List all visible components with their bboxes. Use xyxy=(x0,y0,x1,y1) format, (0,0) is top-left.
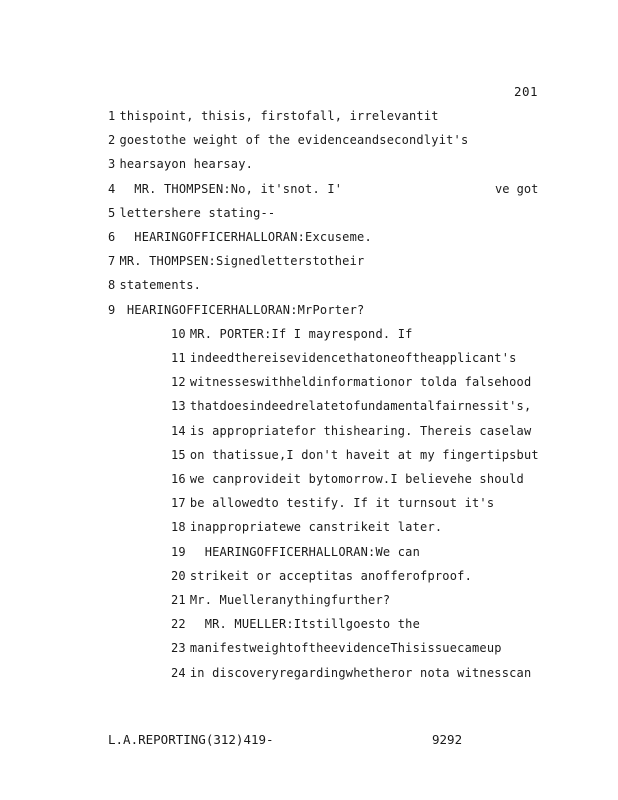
line-text: HEARINGOFFICERHALLORAN:MrPorter? xyxy=(119,302,365,317)
line-text: in discoveryregardingwhetheror nota witnesscan xyxy=(189,665,532,680)
transcript-line xyxy=(108,302,364,318)
line-number: 2 xyxy=(108,133,116,148)
line-text: MR. MUELLER:Itstillgoesto the xyxy=(189,617,421,632)
line-text: thispoint, thisis, firstofall, irrelevantit xyxy=(119,109,439,123)
line-text: HEARINGOFFICERHALLORAN:We can xyxy=(189,544,421,559)
line-text-tail: ve got xyxy=(495,181,539,196)
transcript-line xyxy=(171,568,472,584)
transcript-line xyxy=(171,665,531,681)
line-text: statements. xyxy=(119,278,202,293)
line-text: we canprovideit bytomorrow.I believehe should xyxy=(189,472,524,486)
line-number: 6 xyxy=(108,230,116,244)
line-number: 10 xyxy=(171,326,186,341)
line-number: 12 xyxy=(171,375,186,390)
line-text: is appropriatefor thishearing. Thereis caselaw xyxy=(189,423,532,438)
transcript-line xyxy=(108,108,439,124)
line-number: 19 xyxy=(171,544,186,559)
transcript-line xyxy=(171,471,524,487)
line-number: 21 xyxy=(171,593,186,607)
line-text: goestothe weight of the evidenceandsecondlyit's xyxy=(119,133,469,148)
transcript-line xyxy=(171,495,494,511)
line-text: witnesseswithheldinformationor tolda falsehood xyxy=(189,375,532,390)
transcript-line xyxy=(108,181,342,197)
line-number: 5 xyxy=(108,205,116,220)
line-number: 9 xyxy=(108,302,116,317)
transcript-line xyxy=(108,205,275,221)
transcript-line xyxy=(171,398,531,414)
transcript-line xyxy=(171,519,442,535)
line-text: strikeit or acceptitas anofferofproof. xyxy=(189,568,472,583)
line-text: inappropriatewe canstrikeit later. xyxy=(189,520,443,535)
transcript-line xyxy=(171,374,531,390)
transcript-line xyxy=(171,350,517,366)
transcript-line xyxy=(108,132,468,148)
line-number: 13 xyxy=(171,399,186,414)
transcript-line xyxy=(171,544,420,560)
line-text: MR. THOMPSEN:No, it'snot. I' xyxy=(119,181,343,196)
line-number: 1 xyxy=(108,109,116,123)
transcript-line xyxy=(171,423,531,439)
transcript-line xyxy=(108,253,364,269)
line-text: MR. PORTER:If I mayrespond. If xyxy=(189,326,413,341)
line-number: 24 xyxy=(171,665,186,680)
transcript-line xyxy=(171,447,539,463)
line-number: 8 xyxy=(108,278,116,293)
line-text: on thatissue,I don't haveit at my fingertipsbut xyxy=(189,447,539,462)
line-text: Mr. Muelleranythingfurther? xyxy=(189,593,391,607)
line-number: 22 xyxy=(171,617,186,632)
line-number: 11 xyxy=(171,351,186,365)
line-number: 20 xyxy=(171,568,186,583)
transcript-line xyxy=(108,277,201,293)
line-text: hearsayon hearsay. xyxy=(119,157,254,172)
line-text: thatdoesindeedrelatetofundamentalfairnessit's, xyxy=(189,399,532,414)
transcript-line xyxy=(171,592,390,608)
line-number: 3 xyxy=(108,157,116,172)
line-text: lettershere stating-- xyxy=(119,205,276,220)
footer-phone-suffix: 9292 xyxy=(432,732,463,747)
line-number: 17 xyxy=(171,496,186,511)
transcript-line xyxy=(171,616,420,632)
transcript-line xyxy=(108,156,253,172)
footer-reporter: L.A.REPORTING(312)419- xyxy=(108,732,274,747)
line-number: 14 xyxy=(171,423,186,438)
line-number: 23 xyxy=(171,641,186,656)
transcript-line xyxy=(171,326,413,342)
line-number: 7 xyxy=(108,254,116,269)
line-number: 16 xyxy=(171,472,186,486)
line-number: 4 xyxy=(108,181,116,196)
page-number: 201 xyxy=(514,84,539,99)
line-text: indeedthereisevidencethatoneoftheapplicant's xyxy=(189,351,517,365)
line-text: HEARINGOFFICERHALLORAN:Excuseme. xyxy=(119,230,372,244)
line-text: be allowedto testify. If it turnsout it's xyxy=(189,496,495,511)
line-number: 15 xyxy=(171,447,186,462)
line-number: 18 xyxy=(171,520,186,535)
line-text: manifestweightoftheevidenceThisissuecameup xyxy=(189,641,502,656)
line-text: MR. THOMPSEN:Signedletterstotheir xyxy=(119,254,365,269)
transcript-line xyxy=(108,229,372,245)
transcript-line xyxy=(171,640,502,656)
